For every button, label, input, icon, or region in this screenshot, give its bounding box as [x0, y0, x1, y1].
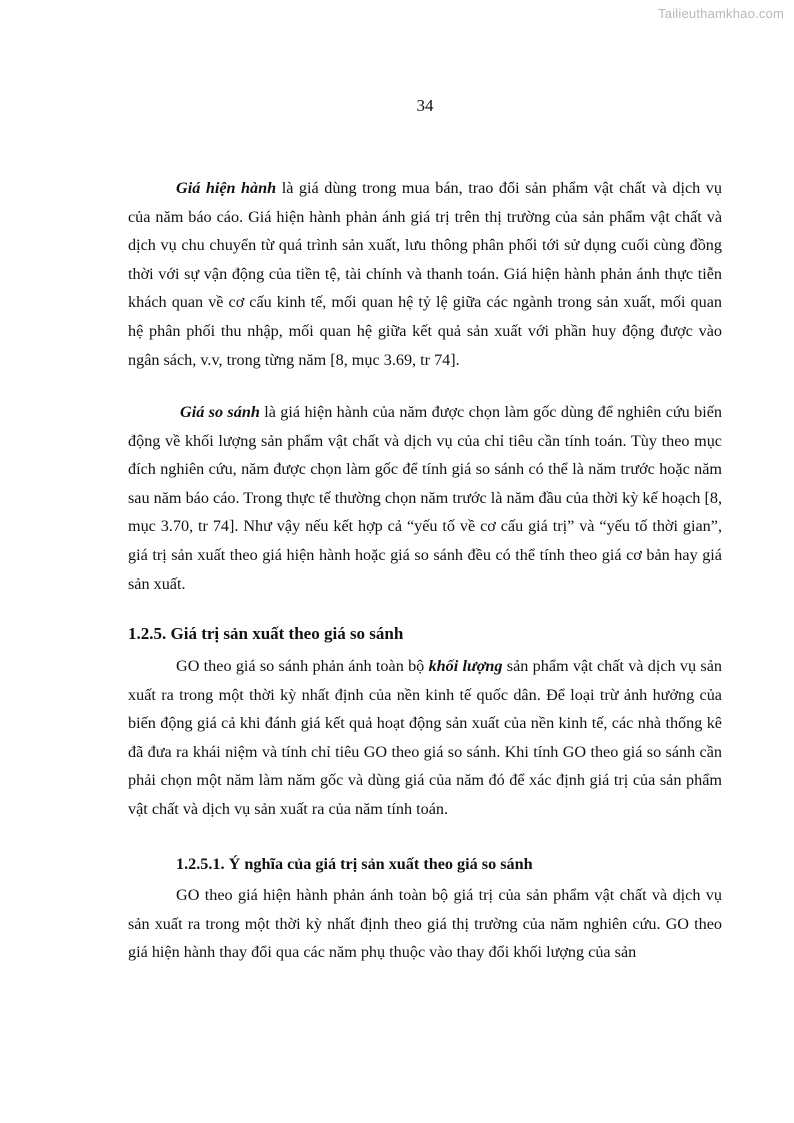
term-gia-so-sanh: Giá so sánh: [180, 403, 260, 421]
subsection-paragraph: GO theo giá hiện hành phản ánh toàn bộ giá trị của sản phẩm vật chất và dịch vụ sản xuất ra trong một thời kỳ nhất định theo giá thị trường của năm nghiên cứu. GO theo giá hiện hành thay đổi qua các năm phụ thuộc vào thay đổi khối lượng của sản: [128, 886, 722, 962]
page-number: 34: [416, 96, 434, 115]
subsection-heading: 1.2.5.1. Ý nghĩa của giá trị sản xuất theo giá so sánh: [176, 855, 533, 873]
paragraph-text: là giá hiện hành của năm được chọn làm gốc dùng để nghiên cứu biến động về khối lượng sản phẩm vật chất và dịch vụ của chỉ tiêu cần tính toán. Tùy theo mục đích nghiên cứu, năm được chọn làm gốc để tính giá so sánh có thể là năm trước hoặc năm sau năm báo cáo. Trong thực tế thường chọn năm trước là năm đầu của thời kỳ kế hoạch [8, mục 3.70, tr 74]. Như vậy nếu kết hợp cả “yếu tố về cơ cấu giá trị” và “yếu tố thời gian”, giá trị sản xuất theo giá hiện hành hoặc giá so sánh đều có thể tính theo giá cơ bản hay giá sản xuất.: [128, 403, 723, 593]
paragraph-text: GO theo giá so sánh phản ánh toàn bộ: [176, 657, 429, 675]
term-gia-hien-hanh: Giá hiện hành: [176, 179, 277, 197]
section-paragraph: [128, 652, 722, 824]
paragraph-text: là giá dùng trong mua bán, trao đổi sản phẩm vật chất và dịch vụ của năm báo cáo. Giá hiện hành phản ánh giá trị trên thị trường của sản phẩm vật chất và dịch vụ chu chuyển từ quá trình sản xuất, lưu thông phân phối tới sử dụng cuối cùng đồng thời với sự vận động của tiền tệ, tài chính và thanh toán. Giá hiện hành phản ánh thực tiễn khách quan về cơ cấu kinh tế, mối quan hệ tỷ lệ giữa các ngành trong sản xuất, mối quan hệ phân phối thu nhập, mối quan hệ giữa kết quả sản xuất với phần huy động được vào ngân sách, v.v, trong từng năm [8, mục 3.69, tr 74].: [128, 179, 722, 369]
paragraph-text: sản phẩm vật chất và dịch vụ sản xuất ra trong một thời kỳ nhất định của nền kinh tế quốc dân. Để loại trừ ảnh hưởng của biến động giá cả khi đánh giá kết quả hoạt động sản xuất của nền kinh tế, các nhà thống kê đã đưa ra khái niệm và tính chỉ tiêu GO theo giá so sánh. Khi tính GO theo giá so sánh cần phải chọn một năm làm năm gốc và dùng giá của năm đó để xác định giá trị của sản phẩm vật chất và dịch vụ sản xuất ra của năm tính toán.: [128, 657, 722, 818]
paragraph-gia-hien-hanh: [128, 174, 722, 374]
paragraph-gia-so-sanh: [128, 398, 722, 598]
term-khoi-luong: khối lượng: [428, 657, 503, 675]
section-heading: 1.2.5. Giá trị sản xuất theo giá so sánh: [128, 624, 404, 643]
watermark: Tailieuthamkhao.com: [658, 6, 784, 21]
